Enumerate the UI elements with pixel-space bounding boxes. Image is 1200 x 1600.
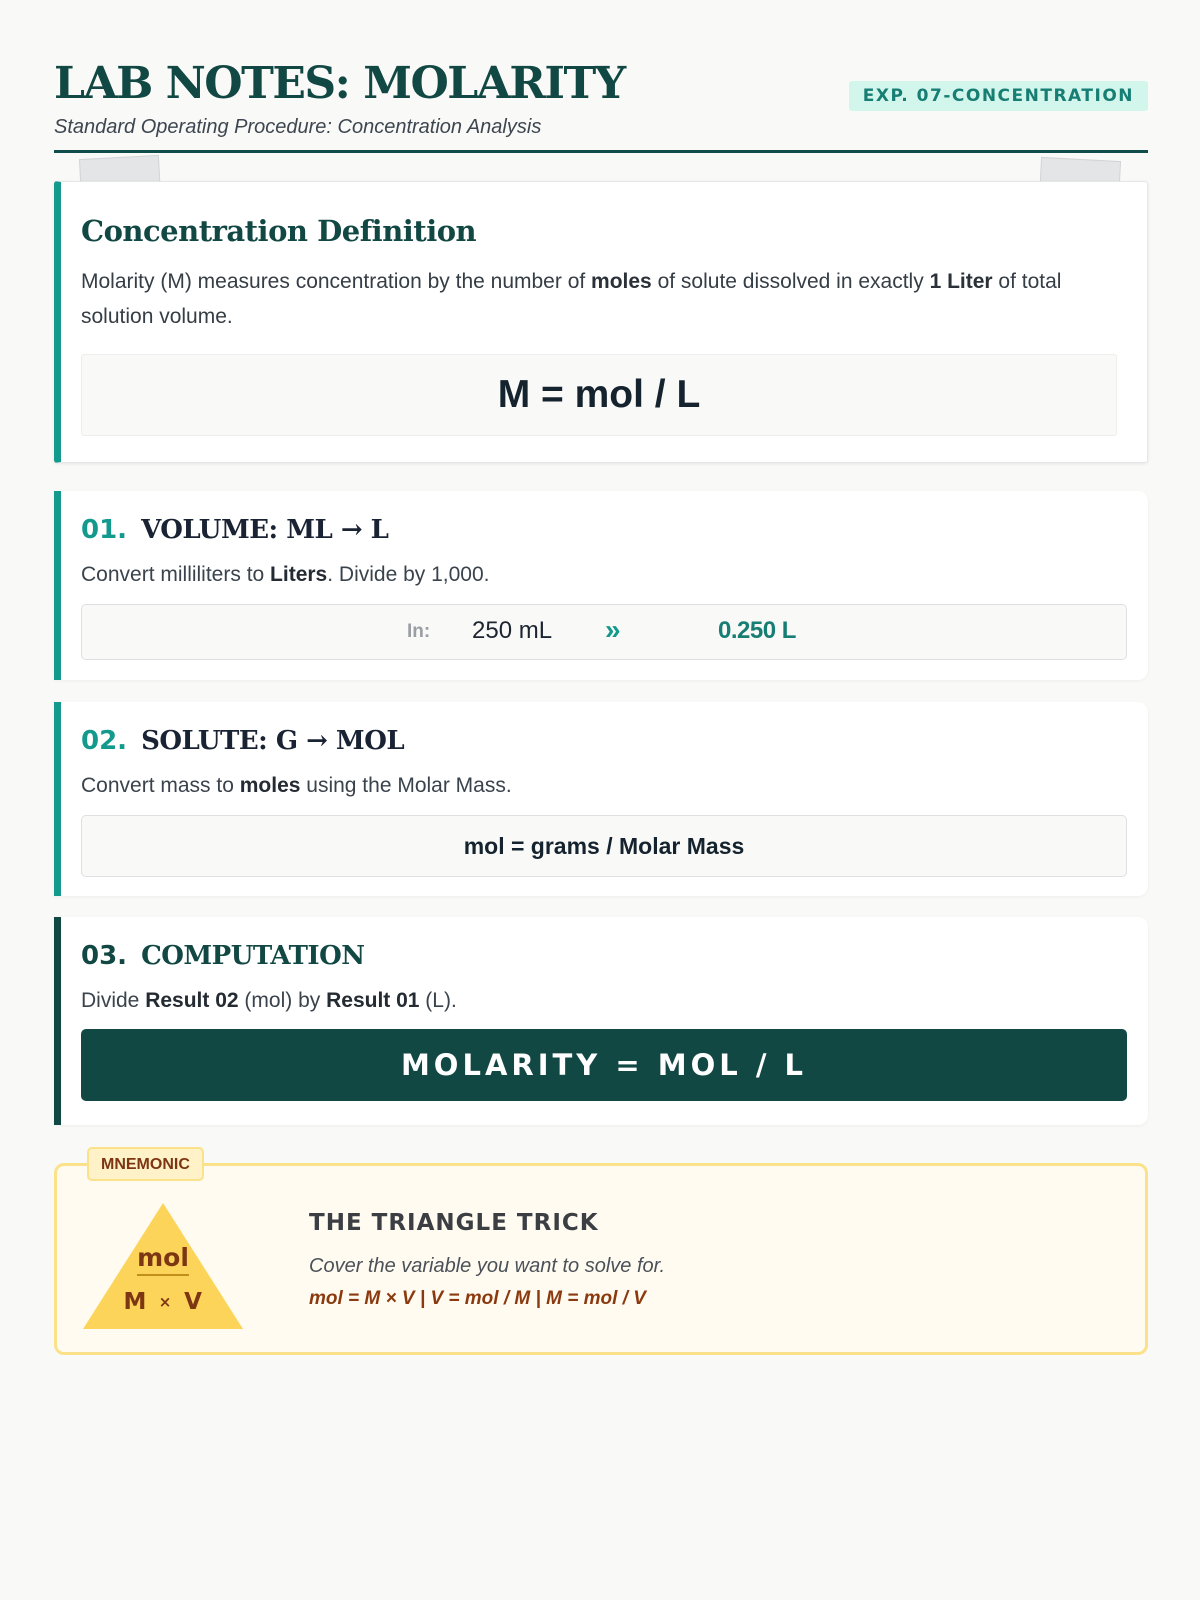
mnemonic-formulas: mol = M × V | V = mol / M | M = mol / V (309, 1288, 646, 1309)
triangle-left-label: M (123, 1289, 147, 1315)
definition-text-part: of total solution volume. (81, 270, 1062, 328)
step-card-computation (54, 917, 1148, 1125)
step-desc-part: (mol) by (238, 989, 327, 1012)
definition-formula: M = mol / L (81, 354, 1117, 436)
step-desc-part: Divide (81, 989, 146, 1012)
mnemonic-subtitle: Cover the variable you want to solve for. (309, 1255, 666, 1277)
mol-formula-box: mol = grams / Molar Mass (81, 815, 1127, 877)
definition-text (81, 264, 1121, 334)
step-description (81, 989, 457, 1013)
definition-text-bold-liter: 1 Liter (929, 270, 993, 293)
double-chevron-right-icon: » (605, 614, 621, 645)
step-heading (81, 726, 404, 756)
step-desc-part: Convert mass to (81, 774, 240, 797)
mnemonic-card (54, 1156, 1148, 1355)
step-title: SOLUTE: G → MOL (141, 726, 405, 756)
mnemonic-badge: MNEMONIC (87, 1147, 204, 1181)
page-subtitle: Standard Operating Procedure: Concentration Analysis (54, 116, 542, 138)
step-description (81, 774, 512, 798)
step-desc-part: . Divide by 1,000. (327, 563, 490, 586)
triangle-top-label: mol (137, 1243, 189, 1272)
triangle-diagram (83, 1199, 247, 1333)
step-card-solute (54, 702, 1148, 896)
input-value: 250 mL (472, 617, 553, 644)
step-number: 02. (81, 726, 128, 756)
header (54, 0, 1148, 153)
input-label: In: (407, 621, 431, 642)
definition-text-part: Molarity (M) measures concentration by the number of (81, 270, 592, 293)
step-desc-part: (L). (419, 989, 457, 1012)
step-title: VOLUME: ML → L (141, 515, 389, 545)
step-heading (81, 515, 388, 545)
step-number: 03. (81, 941, 128, 971)
step-desc-bold: Result 01 (326, 989, 420, 1012)
step-desc-bold: Liters (270, 563, 328, 586)
step-desc-part: Convert milliliters to (81, 563, 271, 586)
definition-text-bold-moles: moles (591, 270, 652, 293)
triangle-times-sign: × (158, 1293, 172, 1311)
step-card-volume (54, 491, 1148, 680)
step-title: COMPUTATION (141, 941, 365, 971)
page (54, 0, 1148, 1315)
step-heading (81, 941, 365, 971)
step-description (81, 563, 490, 587)
output-value: 0.250 L (718, 617, 796, 644)
step-desc-bold: Result 02 (145, 989, 239, 1012)
molarity-formula-bar: MOLARITY = MOL / L (81, 1029, 1127, 1101)
triangle-right-label: V (184, 1289, 202, 1315)
mnemonic-title: THE TRIANGLE TRICK (309, 1210, 599, 1236)
definition-card (54, 181, 1148, 463)
experiment-badge: EXP. 07-CONCENTRATION (849, 81, 1148, 111)
definition-text-part: of solute dissolved in exactly (651, 270, 930, 293)
conversion-box (81, 604, 1127, 660)
step-desc-bold: moles (239, 774, 301, 797)
step-desc-part: using the Molar Mass. (300, 774, 512, 797)
definition-title: Concentration Definition (81, 214, 477, 248)
step-number: 01. (81, 515, 128, 545)
page-title: LAB NOTES: MOLARITY (54, 58, 625, 109)
